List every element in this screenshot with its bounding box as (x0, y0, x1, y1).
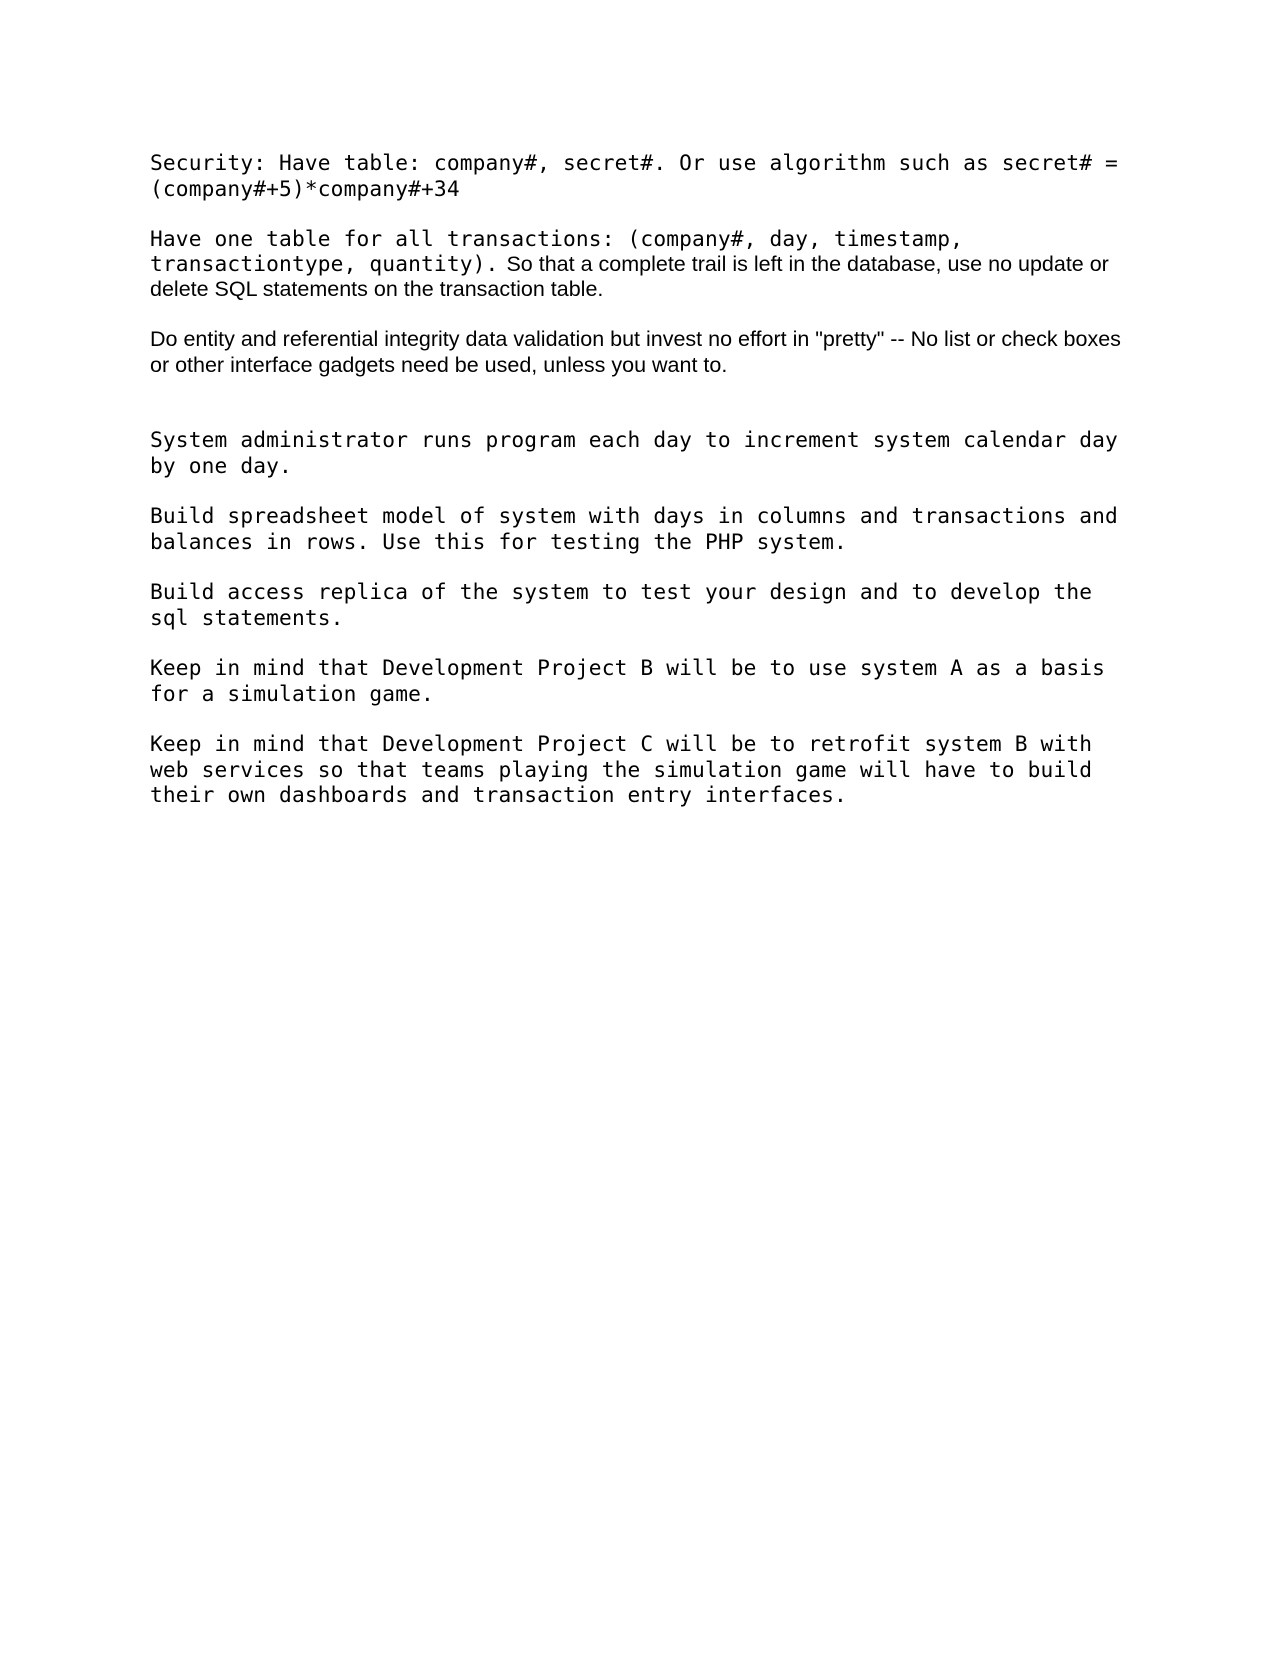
paragraph-validation: Do entity and referential integrity data validation but invest no effort in "pretty" -- No list or check boxes or other interface gadgets need be used, unless you want to. (150, 327, 1121, 377)
paragraph-spreadsheet: Build spreadsheet model of system with days in columns and transactions and balances in rows. Use this for testing the PHP system. (150, 503, 1118, 554)
document-body (150, 150, 1130, 808)
paragraph-project-c: Keep in mind that Development Project C will be to retrofit system B with web services so that teams playing the simulation game will have to build their own dashboards and transaction entry interfaces. (150, 731, 1093, 807)
paragraph-project-b: Keep in mind that Development Project B will be to use system A as a basis for a simulation game. (150, 655, 1106, 706)
paragraph-administrator: System administrator runs program each day to increment system calendar day by one day. (150, 427, 1118, 478)
paragraph-security: Security: Have table: company#, secret#. Or use algorithm such as secret# = (company#+5)*company#+34 (150, 150, 1118, 201)
transactions-code-text: Have one table for all transactions: (company#, day, timestamp, transactiontype, quantity). (150, 226, 964, 276)
paragraph-access: Build access replica of the system to test your design and to develop the sql statements. (150, 579, 1093, 630)
paragraph-transactions (150, 226, 1130, 302)
transactions-plain-text: So that a complete trail is left in the database, use no update or delete SQL statements on the transaction table. (150, 252, 1109, 301)
